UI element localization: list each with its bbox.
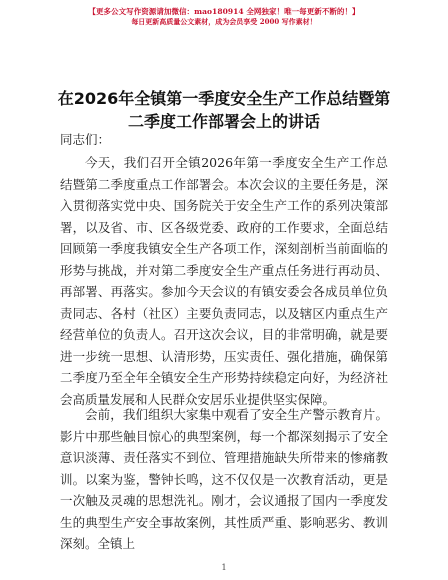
promo-notice-line-1: 【更多公文写作资源请加微信：mao180914 全网独家！唯一每更新不断的！】 [88, 7, 360, 16]
promo-notice-line-2: 每日更新高质量公文素材，成为会员享受 2000 写作素材！ [131, 17, 317, 26]
body-paragraph-1: 今天，我们召开全镇2026年第一季度安全生产工作总结暨第二季度重点工作部署会。本次会议的主要任务是，深入贯彻落实党中央、国务院关于安全生产工作的系列决策部署，以及省、市、区各级党委、政府的工作要求，全面总结回顾第一季度我镇安全生产各项工作，深刻剖析当前面临的形势与挑战，并对第二季度安全生产重点任务进行再动员、再部署、再落实。参加今天会议的有镇安委会各成员单位负责同志、各村（社区）主要负责同志，以及辖区内重点生产经营单位的负责人。召开这次会议，目的非常明确，就是要进一步统一思想、认清形势，压实责任、强化措施，确保第二季度乃至全年全镇安全生产形势持续稳定向好，为经济社会高质量发展和人民群众安居乐业提供坚实保障。 [60, 155, 388, 407]
document-title: 在2026年全镇第一季度安全生产工作总结暨第二季度工作部署会上的讲话 [57, 89, 391, 131]
salutation: 同志们： [60, 132, 111, 147]
page-number: 1 [221, 563, 227, 572]
body-paragraph-2: 会前，我们组织大家集中观看了安全生产警示教育片。影片中那些触目惊心的典型案例，每一个都深刻揭示了安全意识淡薄、责任落实不到位、管理措施缺失所带来的惨痛教训。以案为鉴，警钟长鸣，这不仅仅是一次教育活动，更是一次触及灵魂的思想洗礼。刚才，会议通报了国内一季度发生的典型生产安全事故案例，其性质严重、影响恶劣、教训深刻。全镇上 [60, 407, 388, 551]
